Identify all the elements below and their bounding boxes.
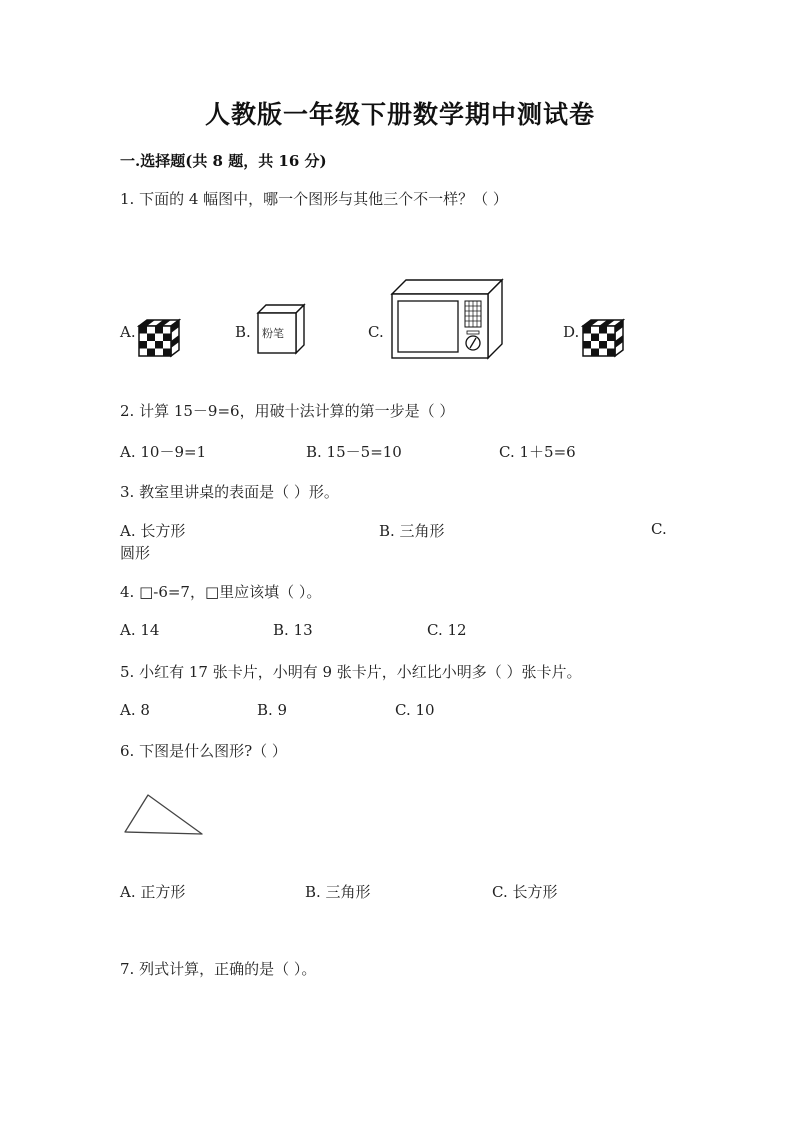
chalk-box-label: 粉笔 [262, 327, 284, 340]
q4-option-c: C. 12 [427, 621, 467, 639]
q4-option-b: B. 13 [273, 621, 313, 639]
question-4-text: 4. □-6=7，□里应该填（ ）。 [120, 583, 322, 601]
q3-option-c: C. [651, 520, 667, 538]
question-7-text: 7. 列式计算，正确的是（ ）。 [120, 960, 317, 978]
q1-option-c-label: C. [368, 323, 384, 341]
q2-option-a: A. 10－9=1 [120, 443, 207, 461]
q2-option-b: B. 15－5=10 [306, 443, 402, 461]
q6-option-b: B. 三角形 [305, 883, 371, 901]
checkered-cube-icon [581, 318, 625, 358]
question-6-text: 6. 下图是什么图形?（ ） [120, 742, 287, 760]
q5-option-c: C. 10 [395, 701, 435, 719]
q3-option-a: A. 长方形 [120, 522, 186, 540]
q2-option-c: C. 1＋5=6 [499, 443, 576, 461]
section-heading: 一.选择题(共 8 题，共 16 分) [120, 152, 327, 170]
q6-option-c: C. 长方形 [492, 883, 558, 901]
q6-option-a: A. 正方形 [120, 883, 186, 901]
q5-option-a: A. 8 [120, 701, 150, 719]
q4-option-a: A. 14 [120, 621, 160, 639]
page-title: 人教版一年级下册数学期中测试卷 [204, 100, 595, 129]
q3-option-b: B. 三角形 [379, 522, 445, 540]
question-1-text: 1. 下面的 4 幅图中，哪一个图形与其他三个不一样？（ ） [120, 190, 508, 208]
triangle-figure [120, 792, 206, 838]
checkered-cube-icon [137, 318, 181, 358]
question-5-text: 5. 小红有 17 张卡片，小明有 9 张卡片，小红比小明多（ ）张卡片。 [120, 663, 582, 681]
microwave-icon [388, 278, 506, 360]
q1-option-d-label: D. [563, 323, 580, 341]
q3-option-c-text: 圆形 [120, 544, 151, 562]
q1-option-a-label: A. [120, 323, 136, 341]
question-2-text: 2. 计算 15－9=6，用破十法计算的第一步是（ ） [120, 402, 455, 420]
q5-option-b: B. 9 [257, 701, 288, 719]
question-3-text: 3. 教室里讲桌的表面是（ ）形。 [120, 483, 339, 501]
q1-option-b-label: B. [235, 323, 251, 341]
